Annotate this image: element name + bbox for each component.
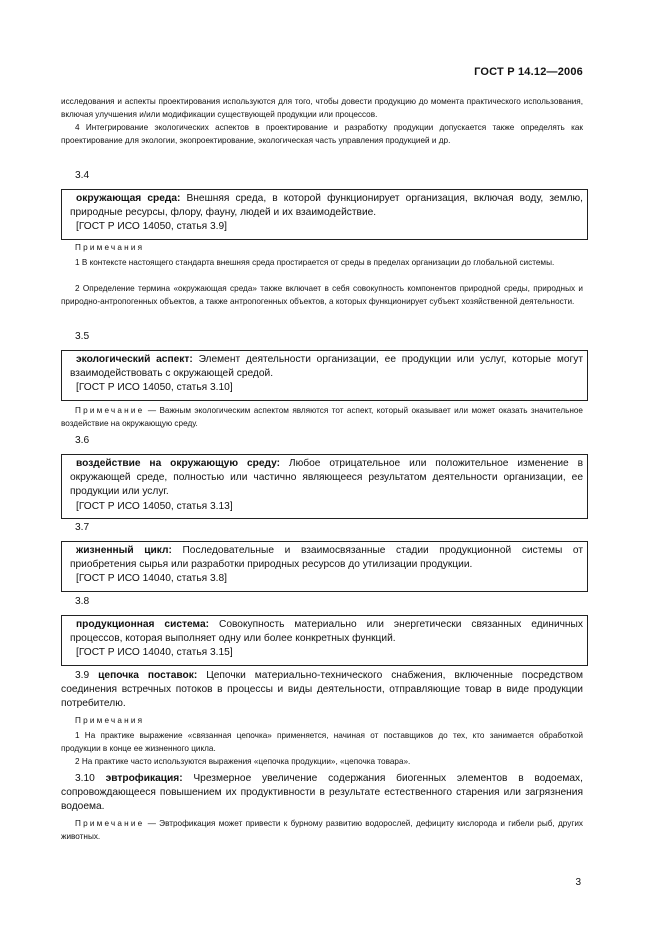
term-name: воздействие на окружающую среду: [76, 458, 281, 469]
term-box-3-6 [61, 454, 588, 519]
term-reference: [ГОСТ Р ИСО 14050, статья 3.9] [76, 221, 227, 233]
doc-code-header: ГОСТ Р 14.12—2006 [474, 66, 583, 78]
intro-continuation: исследования и аспекты проектирования используются для того, чтобы довести продукцию до момента практического использования, включая улучшения и/или модификации существующей продукции или процессов. [61, 97, 583, 120]
term-definition [70, 618, 583, 646]
definition-text: Элемент деятельности организации, ее продукции или услуг, которые могут взаимодействовать с окружающей средой. [70, 354, 583, 380]
term-definition [70, 353, 583, 381]
term-name: экологический аспект: [76, 354, 193, 365]
note-2: 2 На практике часто используются выражения «цепочка продукции», «цепочка товара». [75, 757, 411, 766]
note-text: — Важным экологическим аспектом являются тот аспект, который оказывает или может оказать значительное воздействие на окружающую среду. [61, 406, 583, 429]
term-paragraph-3-9 [61, 669, 583, 712]
definition-text: Чрезмерное увеличение содержания биогенных элементов в водоемах, сопровождающееся повышением их продуктивности в результате естественного старения или загрязнения водоема. [61, 773, 583, 813]
term-box-3-8 [61, 615, 588, 666]
section-number-3-5: 3.5 [75, 331, 90, 342]
definition-text: Любое отрицательное или положительное изменение в окружающей среде, полностью или частично являющееся результатом деятельности организации, ее продукции или услуг. [70, 458, 583, 498]
term-name: окружающая среда: [76, 193, 181, 204]
term-reference: [ГОСТ Р ИСО 14050, статья 3.10] [76, 382, 233, 394]
note-2: 2 Определение термина «окружающая среда» также включает в себя совокупность компонентов природной среды, природных и природно-антропогенных объектов, а также антропогенных объектов, а которых функционирует субъект хозяйственной деятельности. [61, 284, 583, 307]
term-definition [70, 192, 583, 220]
note-label: Примечание [75, 819, 145, 828]
section-number-3-7: 3.7 [75, 522, 90, 533]
term-definition [70, 544, 583, 572]
term-reference: [ГОСТ Р ИСО 14050, статья 3.13] [76, 500, 233, 512]
term-paragraph-3-10 [61, 772, 583, 815]
definition-text: Совокупность материально или энергетически связанных единичных процессов, которая выполняет одну или более конкретных функций. [70, 619, 583, 645]
page-number: 3 [575, 877, 581, 888]
definition-text: Последовательные и взаимосвязанные стадии продукционной системы от приобретения сырья или разработки природных ресурсов до утилизации продукции. [70, 545, 583, 571]
section-number: 3.9 [75, 670, 90, 681]
term-name: жизненный цикл: [76, 545, 172, 556]
definition-text: Цепочки материально-технического снабжения, включенные посредством соединения встречных потоков в процессы и виды деятельности, отправляющие товар в виде продукции потребителю. [61, 670, 583, 710]
section-number-3-4: 3.4 [75, 170, 90, 181]
term-definition [70, 457, 583, 500]
term-reference: [ГОСТ Р ИСО 14040, статья 3.8] [76, 573, 227, 585]
note-text: — Эвтрофикация может привести к бурному развитию водорослей, дефициту кислорода и гибели рыб, других животных. [61, 819, 583, 842]
term-box-3-5 [61, 350, 588, 401]
term-name: продукционная система: [76, 619, 210, 630]
definition-text: Внешняя среда, в которой функционирует организация, включая воду, землю, природные ресурсы, флору, фауну, людей и их взаимодействие. [70, 193, 583, 219]
notes-heading: Примечания [75, 716, 145, 725]
section-number-3-6: 3.6 [75, 435, 90, 446]
section-number: 3.10 [75, 773, 95, 784]
term-name: цепочка поставок: [98, 670, 198, 681]
note [61, 817, 583, 843]
term-name: эвтрофикация: [105, 773, 183, 784]
term-box-3-4 [61, 189, 588, 240]
note-1: 1 На практике выражение «связанная цепочка» применяется, начиная от поставщиков до тех, кто занимается обработкой продукции в конце ее жизненного цикла. [61, 731, 583, 754]
note-label: Примечание [75, 406, 145, 415]
notes-heading: Примечания [75, 243, 145, 252]
section-number-3-8: 3.8 [75, 596, 90, 607]
intro-note-4: 4 Интегрирование экологических аспектов в проектирование и разработку продукции допускается также определять как проектирование для экологии, экопроектирование, экологическая часть управления продукцией и др. [61, 123, 583, 146]
note-1: 1 В контексте настоящего стандарта внешняя среда простирается от среды в пределах организации до глобальной системы. [75, 258, 555, 267]
term-reference: [ГОСТ Р ИСО 14040, статья 3.15] [76, 647, 233, 659]
term-box-3-7 [61, 541, 588, 592]
note [61, 404, 583, 430]
